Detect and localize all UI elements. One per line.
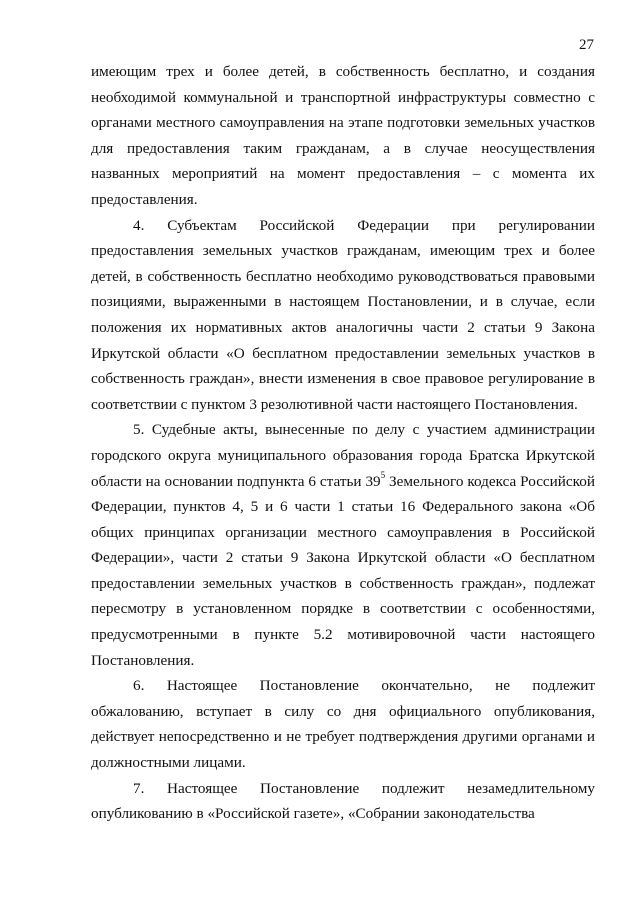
paragraph-7: 7. Настоящее Постановление подлежит незамедлительному опубликованию в «Российской газете», «Собрании законодательства [91,779,595,823]
document-body [91,59,595,827]
paragraph-4: 4. Субъектам Российской Федерации при регулировании предоставления земельных участков гражданам, имеющим трех и более детей, в собственность бесплатно необходимо руководствоваться правовыми позициями, выраженными в настоящем Постановлении, и в случае, если положения их нормативных актов аналогичны части 2 статьи 9 Закона Иркутской области «О бесплатном предоставлении земельных участков в собственность граждан», внести изменения в свое правовое регулирование в соответствии с пунктом 3 резолютивной части настоящего Постановления. [91,216,595,413]
paragraph-continuation: имеющим трех и более детей, в собственность бесплатно, и создания необходимой коммунальной и транспортной инфраструктуры совместно с органами местного самоуправления на этапе подготовки земельных участков для предоставления таким гражданам, а в случае неосуществления названных мероприятий на момент предоставления – с момента их предоставления. [91,63,595,208]
paragraph-5-text-before: 5. Судебные акты, вынесенные по делу с участием администрации городского округа муниципального образования города Братска Иркутской области на основании подпункта 6 статьи 39 [91,421,595,490]
page-number: 27 [579,37,594,53]
paragraph-6: 6. Настоящее Постановление окончательно, не подлежит обжалованию, вступает в силу со дня официального опубликования, действует непосредственно и не требует подтверждения другими органами и должностными лицами. [91,677,595,772]
paragraph-5-text-after: Земельного кодекса Российской Федерации, пунктов 4, 5 и 6 части 1 статьи 16 Федерального закона «Об общих принципах организации местного самоуправления в Российской Федерации», части 2 статьи 9 Закона Иркутской области «О бесплатном предоставлении земельных участков в собственность граждан», подлежат пересмотру в установленном порядке в соответствии с особенностями, предусмотренными в пункте 5.2 мотивировочной части настоящего Постановления. [91,472,595,669]
article-superscript: 5 [380,470,386,481]
paragraph-5 [91,417,595,673]
